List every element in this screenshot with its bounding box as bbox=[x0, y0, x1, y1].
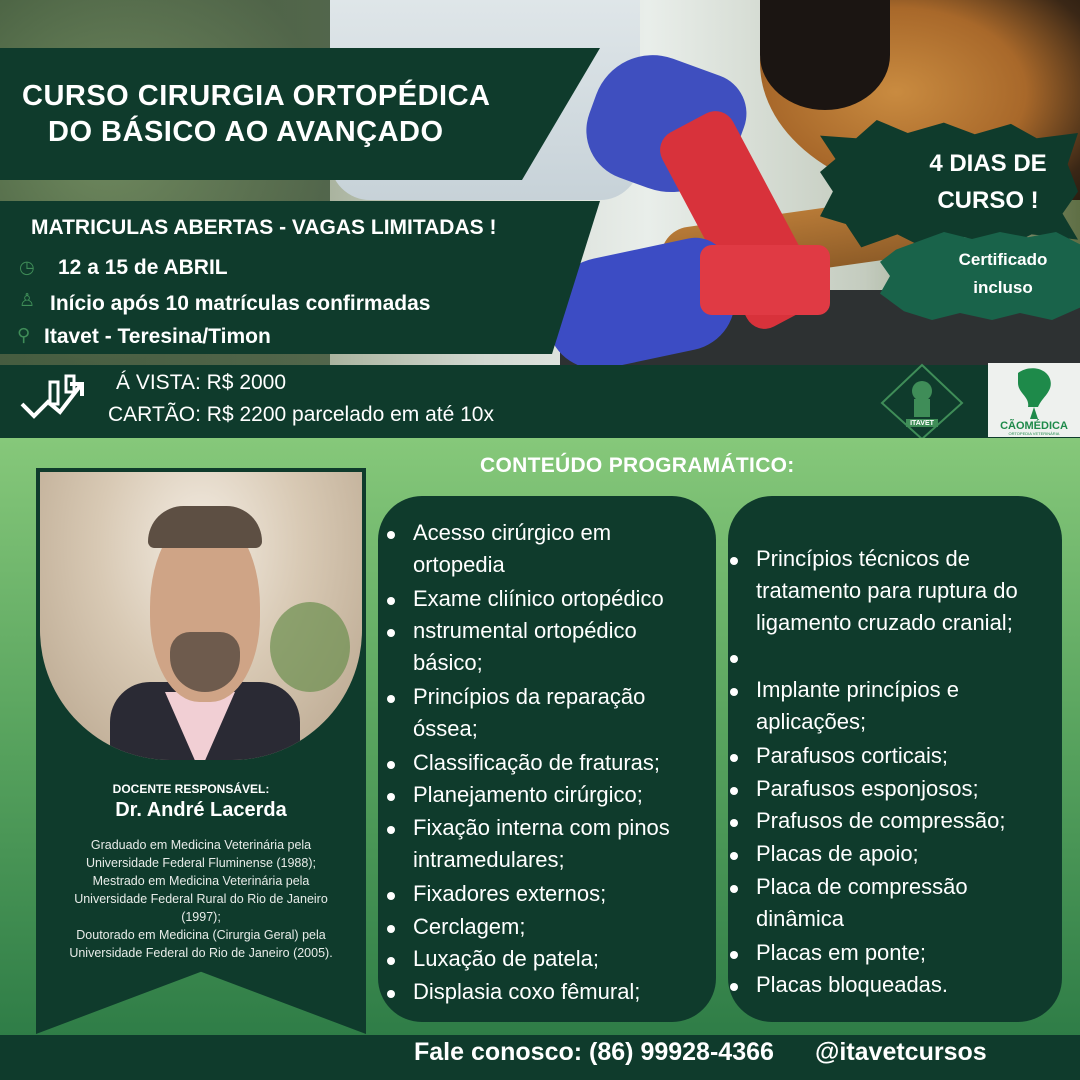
program-list-item-line: Exame cliínico ortopédico bbox=[413, 585, 664, 611]
program-list-item-line: Placas bloqueadas. bbox=[756, 972, 949, 998]
docent-bio-line: Graduado em Medicina Veterinária pela bbox=[90, 838, 312, 852]
program-list-item-line: Prafusos de compressão; bbox=[756, 808, 1006, 834]
person-icon: ♙ bbox=[19, 290, 36, 310]
program-list-item-line: Parafusos corticais; bbox=[756, 742, 948, 768]
program-list-item-line: intramedulares; bbox=[413, 847, 565, 873]
program-list-item-line: aplicações; bbox=[756, 709, 867, 735]
program-list-item-line: ligamento cruzado cranial; bbox=[756, 610, 1013, 635]
docent-bio-line: Universidade Federal Rural do Rio de Janeiro bbox=[74, 892, 328, 906]
program-list-item bbox=[756, 773, 979, 805]
docent-photo bbox=[40, 472, 362, 760]
enrollment-text: MATRICULAS ABERTAS - VAGAS LIMITADAS ! bbox=[31, 216, 497, 239]
bullet-icon bbox=[730, 754, 738, 762]
course-location: Itavet - Teresina/Timon bbox=[44, 325, 271, 348]
course-date: 12 a 15 de ABRIL bbox=[58, 256, 228, 279]
start-condition: Início após 10 matrículas confirmadas bbox=[50, 292, 431, 315]
program-list-item bbox=[413, 812, 670, 876]
docent-bio-line: Universidade Federal Fluminense (1988); bbox=[86, 856, 316, 870]
program-list-item-line: Princípios da reparação bbox=[413, 684, 646, 709]
program-list-item-line: Luxação de patela; bbox=[413, 946, 599, 972]
program-list-item-line: dinâmica bbox=[756, 906, 845, 931]
program-list-item-line: Classificação de fraturas; bbox=[413, 749, 660, 775]
program-list-item bbox=[756, 740, 948, 772]
program-list-item-line: Princípios técnicos de bbox=[756, 546, 970, 571]
bullet-icon bbox=[730, 787, 738, 795]
program-list-item-line: óssea; bbox=[413, 716, 478, 741]
program-list-item bbox=[413, 517, 611, 581]
duration-badge-line2: CURSO ! bbox=[937, 187, 1039, 214]
program-list-item-line: Parafusos esponjosos; bbox=[756, 775, 979, 801]
program-list-item bbox=[756, 969, 948, 1001]
docent-bio-line: (1997); bbox=[181, 910, 221, 924]
program-list-item bbox=[756, 838, 919, 870]
program-list-item bbox=[413, 681, 645, 745]
docent-label: DOCENTE RESPONSÁVEL: bbox=[112, 782, 270, 796]
bullet-icon bbox=[730, 885, 738, 893]
program-list-item bbox=[756, 937, 926, 969]
program-list-item-line: Fixadores externos; bbox=[413, 880, 607, 906]
certificate-line1: Certificado bbox=[958, 250, 1048, 269]
docent-bio-line: Mestrado em Medicina Veterinária pela bbox=[92, 874, 310, 888]
program-list-item-line: Placa de compressão bbox=[756, 874, 968, 899]
program-list-item bbox=[756, 674, 959, 738]
caomedica-logo bbox=[988, 363, 1080, 437]
program-list-item-line: Displasia coxo fêmural; bbox=[413, 979, 641, 1005]
docent-bio-line: Universidade Federal do Rio de Janeiro (2005). bbox=[69, 946, 333, 960]
program-list-item bbox=[413, 976, 640, 1008]
itavet-logo-text: ITAVET bbox=[910, 420, 934, 427]
itavet-logo bbox=[880, 363, 964, 439]
program-list-item-line: Planejamento cirúrgico; bbox=[413, 782, 643, 808]
certificate-line2: incluso bbox=[973, 278, 1033, 297]
price-cash: Á VISTA: R$ 2000 bbox=[116, 371, 287, 394]
bullet-icon bbox=[387, 597, 395, 605]
bullet-icon bbox=[387, 531, 395, 539]
program-list-item bbox=[413, 943, 599, 975]
program-title: CONTEÚDO PROGRAMÁTICO: bbox=[480, 454, 795, 477]
program-list-item-line: Placas em ponte; bbox=[756, 939, 926, 965]
program-list-item bbox=[756, 543, 1018, 639]
program-list-item-line: Placas de apoio; bbox=[756, 841, 919, 867]
course-title-line1: CURSO CIRURGIA ORTOPÉDICA bbox=[22, 80, 491, 112]
program-list-item bbox=[756, 805, 1005, 837]
trend-up-icon bbox=[18, 374, 86, 424]
docent-bio bbox=[36, 836, 366, 962]
program-list-item bbox=[756, 871, 968, 935]
bullet-icon bbox=[387, 925, 395, 933]
program-list-item bbox=[413, 583, 664, 615]
program-list-item bbox=[413, 779, 643, 811]
caomedica-logo-text: CÃOMÉDICA bbox=[1000, 420, 1068, 432]
program-list-item bbox=[413, 878, 606, 910]
instagram-handle: @itavetcursos bbox=[815, 1038, 987, 1066]
bullet-icon bbox=[387, 892, 395, 900]
bullet-icon bbox=[387, 761, 395, 769]
program-list-item-line: Acesso cirúrgico em bbox=[413, 520, 612, 545]
clock-icon: ◷ bbox=[19, 257, 35, 277]
program-list-item-line: Cerclagem; bbox=[413, 913, 526, 939]
location-pin-icon: ⚲ bbox=[17, 325, 31, 345]
title-banner bbox=[0, 48, 600, 180]
program-list-item-line: ortopedia bbox=[413, 552, 505, 577]
program-list-item bbox=[413, 747, 660, 779]
course-title-line2: DO BÁSICO AO AVANÇADO bbox=[48, 116, 444, 148]
program-list-item bbox=[413, 615, 637, 679]
docent-bio-line: Doutorado em Medicina (Cirurgia Geral) pela bbox=[76, 928, 326, 942]
bullet-icon bbox=[730, 557, 738, 565]
program-list-item-line: Implante princípios e bbox=[756, 677, 959, 703]
contact-phone: Fale conosco: (86) 99928-4366 bbox=[414, 1038, 774, 1066]
program-list-item-line: tratamento para ruptura do bbox=[756, 578, 1018, 603]
program-list-item-line: Fixação interna com pinos bbox=[413, 815, 670, 841]
program-list-item-line: básico; bbox=[413, 650, 483, 676]
docent-name: Dr. André Lacerda bbox=[115, 799, 287, 821]
bullet-icon bbox=[387, 695, 395, 703]
program-list-item-line: nstrumental ortopédico bbox=[413, 618, 637, 644]
program-list-item bbox=[413, 911, 525, 943]
bullet-icon bbox=[730, 951, 738, 959]
caomedica-logo-subtext: ORTOPEDIA VETERINÁRIA bbox=[1008, 431, 1060, 436]
price-card: CARTÃO: R$ 2200 parcelado em até 10x bbox=[108, 403, 494, 426]
duration-badge-line1: 4 DIAS DE bbox=[929, 150, 1047, 177]
